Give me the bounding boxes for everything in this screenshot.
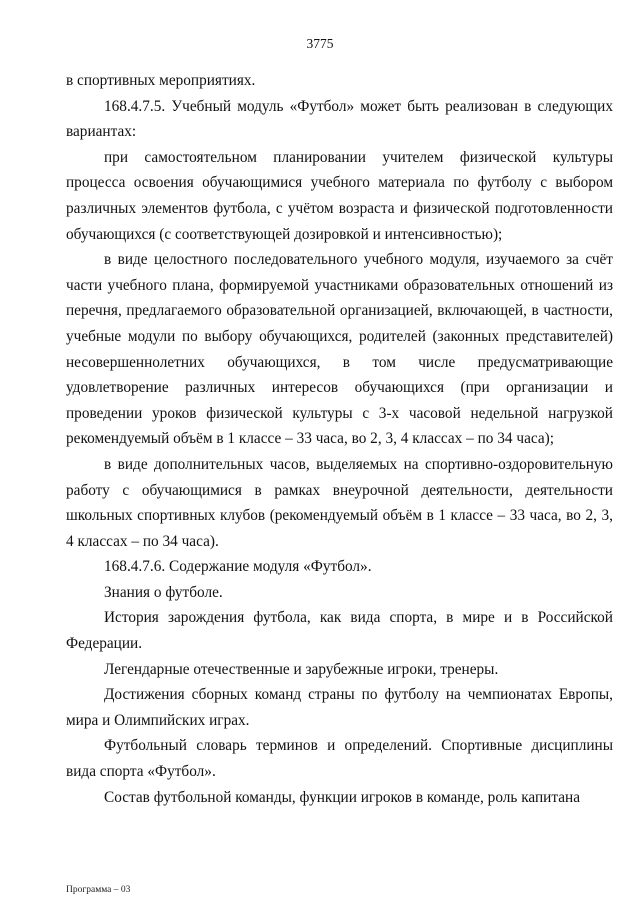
paragraph-knowledge-heading: Знания о футболе. <box>104 583 223 601</box>
paragraph-section-168-4-7-5: 168.4.7.5. Учебный модуль «Футбол» может быть реализован в следующих вариантах: <box>66 97 613 141</box>
body-text <box>66 68 613 810</box>
footer-program-label: Программа – 03 <box>66 885 131 895</box>
paragraph-dictionary: Футбольный словарь терминов и определений. Спортивные дисциплины вида спорта «Футбол». <box>66 737 613 781</box>
paragraph-achievements: Достижения сборных команд страны по футболу на чемпионатах Европы, мира и Олимпийских играх. <box>66 686 613 729</box>
paragraph-variant-extra-hours: в виде дополнительных часов, выделяемых на спортивно-оздоровительную работу с обучающимися в рамках внеурочной деятельности, деятельности школьных спортивных клубов (рекомендуемый объём в 1 классе – 33 часа, во 2, 3, 4 классах – по 34 часа). <box>66 455 613 550</box>
paragraph-variant-self-planning: при самостоятельном планировании учителем физической культуры процесса освоения обучающимися учебного материала по футболу с выбором различных элементов футбола, с учётом возраста и физической подготовленности обучающихся (с соответствующей дозировкой и интенсивностью); <box>66 148 613 243</box>
paragraph-history: История зарождения футбола, как вида спорта, в мире и в Российской Федерации. <box>66 609 613 653</box>
paragraph-section-168-4-7-6: 168.4.7.6. Содержание модуля «Футбол». <box>104 558 372 576</box>
paragraph-variant-module: в виде целостного последовательного учебного модуля, изучаемого за счёт части учебного плана, формируемой участниками образовательных отношений из перечня, предлагаемого образовательной организацией, включающей, в частности, учебные модули по выбору обучающихся, родителей (законных представителей) несовершеннолетних обучающихся, в том числе предусматривающие удовлетворение различных интересов обучающихся (при организации и проведении уроков физической культуры с 3-х часовой недельной нагрузкой рекомендуемый объём в 1 классе – 33 часа, во 2, 3, 4 классах – по 34 часа); <box>66 251 613 448</box>
page-number: 3775 <box>306 36 334 51</box>
paragraph-legendary-players: Легендарные отечественные и зарубежные игроки, тренеры. <box>104 660 499 678</box>
paragraph-team-composition: Состав футбольной команды, функции игроков в команде, роль капитана <box>104 788 580 806</box>
paragraph-continuation: в спортивных мероприятиях. <box>66 72 256 89</box>
